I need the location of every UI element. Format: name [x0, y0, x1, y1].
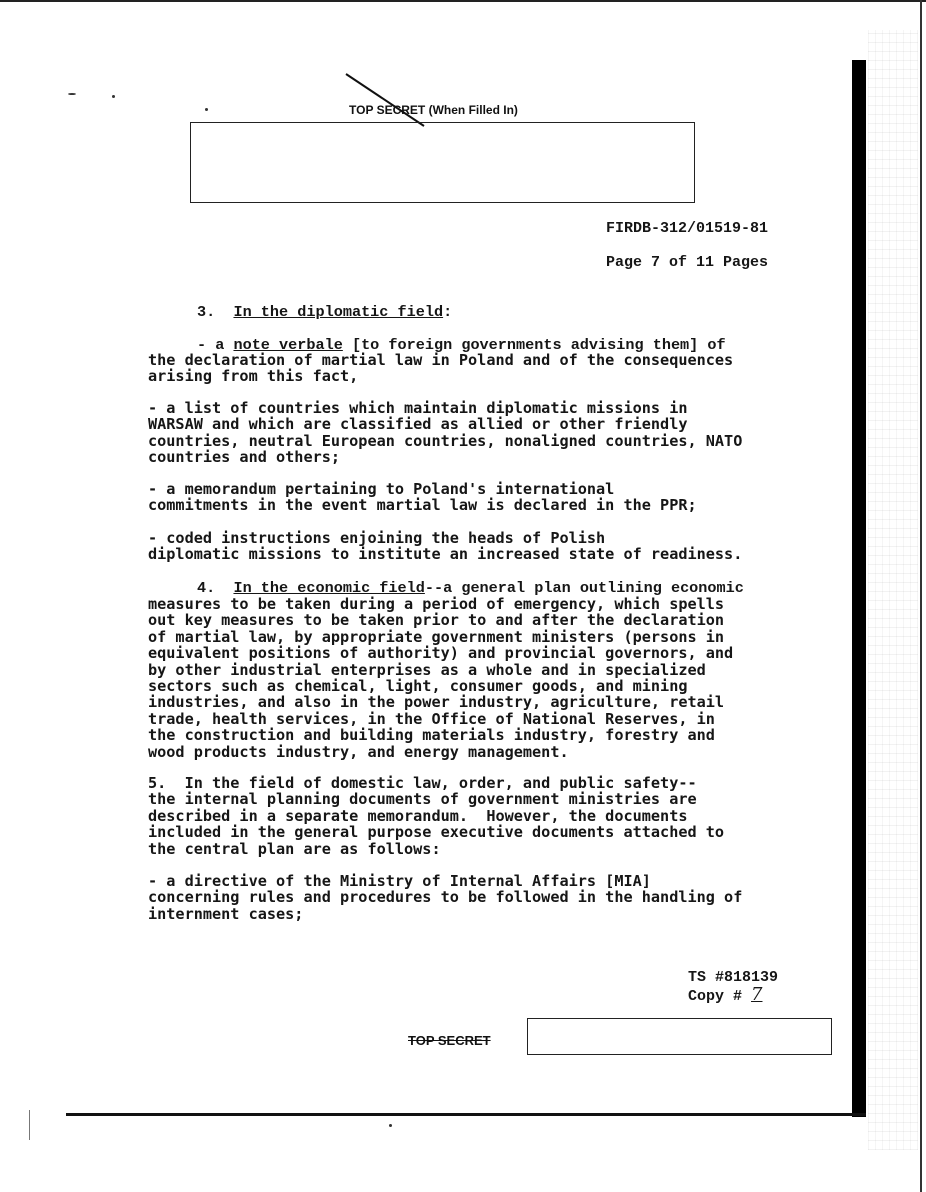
footer-control-box	[527, 1018, 832, 1055]
document-number: FIRDB-312/01519-81	[606, 220, 769, 237]
control-number-block	[688, 969, 778, 1005]
bullet-mia-directive: - a directive of the Ministry of Internal Affairs [MIA] concerning rules and procedures to be followed in the handling of internment cases;	[148, 872, 743, 923]
ts-number: TS #818139	[688, 969, 779, 986]
scan-speck	[205, 108, 208, 111]
copy-number: 7	[751, 984, 763, 1005]
scan-left-edge-mark	[29, 1110, 30, 1140]
section-4-number: 4.	[197, 579, 216, 597]
section-3-number: 3.	[197, 303, 216, 321]
bottom-rule	[66, 1113, 866, 1116]
section-4-lead: --a general plan outlining economic	[424, 579, 744, 597]
bullet-memorandum: - a memorandum pertaining to Poland's international commitments in the event martial law is declared in the PPR;	[148, 480, 697, 515]
section-3-colon: :	[443, 303, 453, 321]
bullet-dash: - a	[197, 336, 234, 354]
bullet-coded-instructions: - coded instructions enjoining the heads of Polish diplomatic missions to institute an increased state of readiness.	[148, 529, 743, 564]
bullet-note-verbale-continuation: the declaration of martial law in Poland and of the consequences arising from this fact,	[148, 351, 734, 386]
copy-label: Copy #	[688, 988, 743, 1005]
page-indicator: Page 7 of 11 Pages	[606, 254, 769, 271]
scan-noise	[868, 30, 918, 1150]
scan-speck	[68, 93, 76, 95]
scan-black-margin-bar	[852, 60, 866, 1117]
section-3-heading	[197, 303, 452, 321]
bullet-country-list: - a list of countries which maintain diplomatic missions in WARSAW and which are classified as allied or other friendly countries, neutral European countries, nonaligned countries, NATO countries and others;	[148, 399, 743, 467]
bullet-note-verbale-text: [to foreign governments advising them] of	[342, 336, 726, 354]
scan-speck	[389, 1124, 392, 1127]
section-4-title: In the economic field	[233, 579, 425, 597]
classification-footer: TOP SECRET	[408, 1033, 491, 1048]
scan-speck	[112, 95, 115, 98]
section-3-title: In the diplomatic field	[233, 303, 444, 321]
page-top-edge	[0, 0, 926, 2]
note-verbale-term: note verbale	[233, 336, 343, 354]
classification-control-box	[190, 122, 695, 203]
classification-strike-mark	[344, 72, 428, 128]
classification-header: TOP SECRET (When Filled In)	[349, 103, 518, 117]
page-right-edge	[920, 0, 922, 1192]
section-4-body: measures to be taken during a period of emergency, which spells out key measures to be taken prior to and after the declaration of martial law, by appropriate government ministers (persons in equivalent positions of authority) and provincial governors, and by other industrial enterprises as a whole and in specialized sectors such as chemical, light, consumer goods, and mining industries, and also in the power industry, agriculture, retail trade, health services, in the Office of National Reserves, in the construction and building materials industry, forestry and wood products industry, and energy management.	[148, 595, 734, 761]
section-5-body: 5. In the field of domestic law, order, and public safety-- the internal planning documents of government ministries are described in a separate memorandum. However, the documents included in the general purpose executive documents attached to the central plan are as follows:	[148, 774, 725, 858]
